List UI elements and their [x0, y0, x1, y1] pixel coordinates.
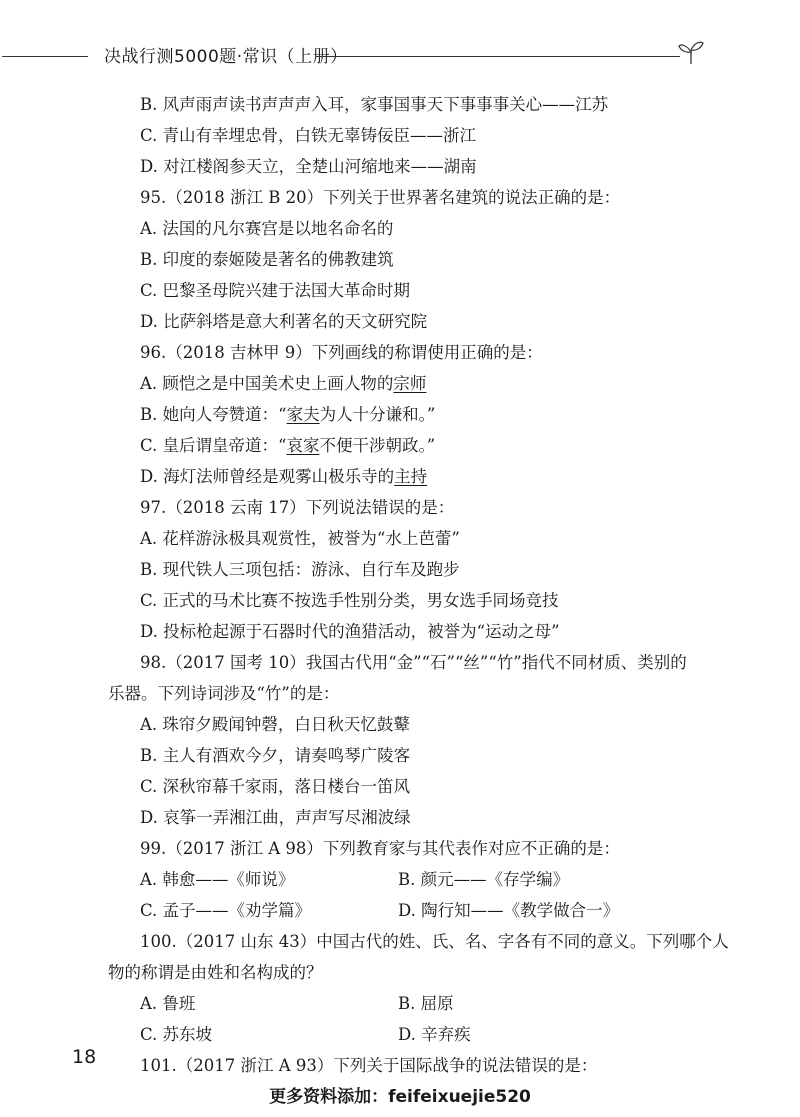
option-line: [140, 405, 435, 425]
option-line: B. 风声雨声读书声声声入耳，家事国事天下事事事关心——江苏: [140, 95, 609, 114]
question-line: 97.（2018 云南 17）下列说法错误的是：: [140, 498, 455, 517]
question-line-continued: 乐器。下列诗词涉及“竹”的是：: [108, 684, 340, 703]
book-title: 决战行测5000题·常识（上册）: [104, 47, 348, 67]
underlined-term: 宗师: [393, 374, 427, 393]
header-rule-right: [316, 56, 680, 57]
option-line: [140, 436, 435, 456]
option-text: C. 皇后谓皇帝道：“: [140, 436, 287, 455]
option-text: 为人十分谦和。”: [319, 405, 436, 424]
option-line: B. 主人有酒欢今夕，请奏鸣琴广陵客: [140, 746, 411, 765]
option-text: 不便干涉朝政。”: [319, 436, 436, 455]
option-line: A. 珠帘夕殿闻钟磬，白日秋天忆鼓鼙: [140, 715, 410, 734]
option-line: C. 巴黎圣母院兴建于法国大革命时期: [140, 281, 411, 300]
option-line: D. 哀筝一弄湘江曲，声声写尽湘波绿: [140, 808, 411, 827]
question-line: 98.（2017 国考 10）我国古代用“金”“石”“丝”“竹”指代不同材质、类别的: [140, 653, 687, 672]
option-right: B. 颜元——《存学编》: [398, 870, 570, 889]
option-left: C. 孟子——《劝学篇》: [140, 901, 312, 920]
question-line: 95.（2018 浙江 B 20）下列关于世界著名建筑的说法正确的是：: [140, 188, 621, 207]
page-number: 18: [72, 1046, 97, 1068]
option-right: D. 陶行知——《教学做合一》: [398, 901, 620, 920]
option-line: A. 法国的凡尔赛宫是以地名命名的: [140, 219, 394, 238]
option-text: D. 海灯法师曾经是观雾山极乐寺的: [140, 467, 395, 486]
underlined-term: 哀家: [286, 436, 320, 455]
option-line: [140, 467, 427, 487]
option-left: A. 韩愈——《师说》: [140, 870, 295, 889]
option-line: C. 深秋帘幕千家雨，落日楼台一笛风: [140, 777, 411, 796]
option-line: D. 投标枪起源于石器时代的渔猎活动，被誉为“运动之母”: [140, 622, 560, 641]
question-line: 101.（2017 浙江 A 93）下列关于国际战争的说法错误的是：: [140, 1056, 598, 1075]
underlined-term: 主持: [394, 467, 428, 486]
option-left: C. 苏东坡: [140, 1025, 213, 1044]
option-line: D. 对江楼阁参天立，全楚山河缩地来——湖南: [140, 157, 477, 176]
sprout-icon: [676, 38, 706, 66]
option-right: B. 屈原: [398, 994, 454, 1013]
option-line: [140, 374, 426, 394]
question-line: 99.（2017 浙江 A 98）下列教育家与其代表作对应不正确的是：: [140, 839, 620, 858]
option-line: D. 比萨斜塔是意大利著名的天文研究院: [140, 312, 428, 331]
option-text: A. 顾恺之是中国美术史上画人物的: [140, 374, 394, 393]
underlined-term: 家夫: [286, 405, 320, 424]
option-line: B. 印度的泰姬陵是著名的佛教建筑: [140, 250, 394, 269]
question-line: 96.（2018 吉林甲 9）下列画线的称谓使用正确的是：: [140, 343, 543, 362]
page-header: [0, 38, 800, 68]
footer-note: 更多资料添加：feifeixuejie520: [269, 1087, 531, 1107]
option-line: B. 现代铁人三项包括：游泳、自行车及跑步: [140, 560, 460, 579]
option-line: C. 青山有幸埋忠骨，白铁无辜铸佞臣——浙江: [140, 126, 477, 145]
option-left: A. 鲁班: [140, 994, 196, 1013]
header-rule-left: [2, 56, 88, 57]
option-text: B. 她向人夸赞道：“: [140, 405, 287, 424]
option-line: C. 正式的马术比赛不按选手性别分类，男女选手同场竞技: [140, 591, 559, 610]
question-line-continued: 物的称谓是由姓和名构成的？: [108, 963, 323, 982]
option-line: A. 花样游泳极具观赏性，被誉为“水上芭蕾”: [140, 529, 460, 548]
option-right: D. 辛弃疾: [398, 1025, 471, 1044]
question-line: 100.（2017 山东 43）中国古代的姓、氏、名、字各有不同的意义。下列哪个人: [140, 932, 729, 951]
